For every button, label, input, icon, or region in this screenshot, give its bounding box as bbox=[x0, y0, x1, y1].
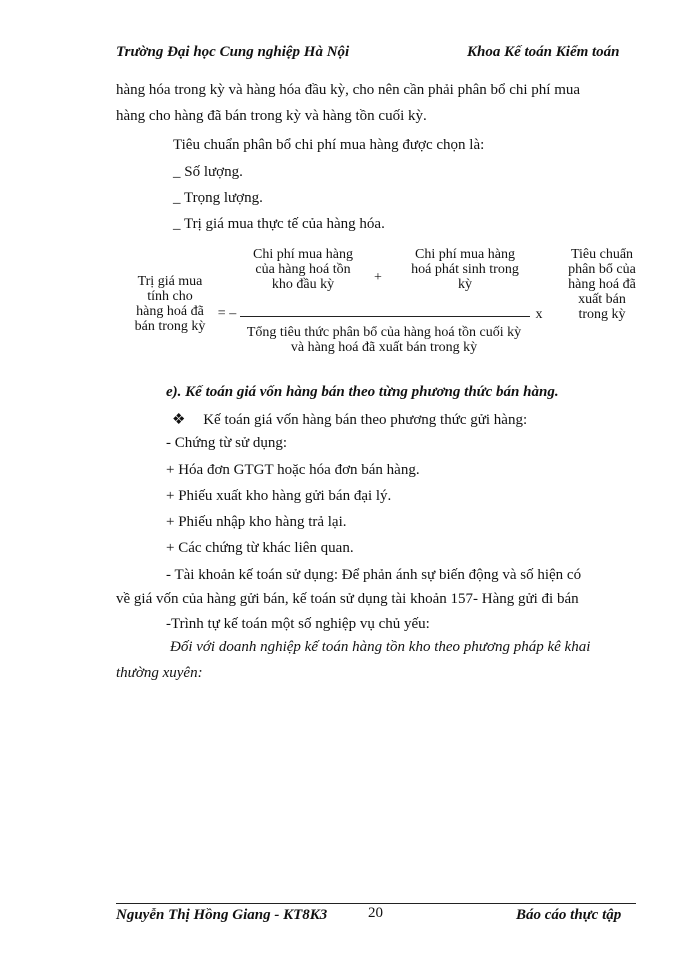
criteria-intro: Tiêu chuẩn phân bổ chi phí mua hàng được chọn là: bbox=[173, 137, 485, 153]
criteria-dash: _ bbox=[173, 190, 181, 206]
account-line-1: - Tài khoản kế toán sử dụng: Để phản ánh sự biến động và số hiện có bbox=[166, 567, 582, 583]
paragraph-line-1: hàng hóa trong kỳ và hàng hóa đầu kỳ, cho nên cần phải phân bổ chi phí mua bbox=[116, 82, 581, 98]
formula-equals: = – bbox=[217, 306, 237, 321]
criteria-dash: _ bbox=[173, 164, 181, 180]
criteria-item-2 bbox=[173, 190, 263, 207]
doc-item-1: + Hóa đơn GTGT hoặc hóa đơn bán hàng. bbox=[166, 462, 420, 478]
formula-plus: + bbox=[374, 270, 382, 285]
criteria-text: Trị giá mua thực tế của hàng hóa. bbox=[183, 216, 385, 232]
bullet-text: Kế toán giá vốn hàng bán theo phương thức gửi hàng: bbox=[203, 412, 528, 428]
bullet-item bbox=[172, 410, 527, 429]
sequence-line: -Trình tự kế toán một số nghiệp vụ chủ yếu: bbox=[166, 616, 430, 632]
footer-divider bbox=[116, 903, 636, 904]
italic-line-2: thường xuyên: bbox=[116, 665, 203, 681]
doc-item-2: + Phiếu xuất kho hàng gửi bán đại lý. bbox=[166, 488, 392, 504]
diamond-bullet-icon: ❖ bbox=[172, 412, 186, 428]
formula-numerator-a: Chi phí mua hàng của hàng hoá tồn kho đầu kỳ bbox=[253, 247, 353, 292]
italic-line-1: Đối với doanh nghiệp kế toán hàng tồn kho theo phương pháp kê khai bbox=[170, 639, 591, 655]
footer-report: Báo cáo thực tập bbox=[516, 907, 622, 923]
fraction-bar bbox=[240, 316, 530, 317]
page-number: 20 bbox=[368, 905, 383, 921]
account-line-2: về giá vốn của hàng gửi bán, kế toán sử dụng tài khoản 157- Hàng gửi đi bán bbox=[116, 591, 579, 607]
criteria-text: Số lượng. bbox=[184, 164, 243, 180]
criteria-item-3 bbox=[173, 216, 385, 233]
footer-author: Nguyễn Thị Hồng Giang - KT8K3 bbox=[116, 907, 328, 923]
criteria-item-1 bbox=[173, 164, 243, 181]
criteria-dash: _ bbox=[173, 216, 181, 232]
formula-times: x bbox=[535, 307, 543, 322]
section-heading: e). Kế toán giá vốn hàng bán theo từng phương thức bán hàng. bbox=[166, 384, 559, 400]
header-department: Khoa Kế toán Kiểm toán bbox=[467, 44, 620, 60]
doc-item-4: + Các chứng từ khác liên quan. bbox=[166, 540, 354, 556]
header-school: Trường Đại học Cung nghiệp Hà Nội bbox=[116, 44, 350, 60]
doc-item-3: + Phiếu nhập kho hàng trả lại. bbox=[166, 514, 347, 530]
formula-numerator-b: Chi phí mua hàng hoá phát sinh trong kỳ bbox=[411, 247, 519, 292]
formula-lhs: Trị giá mua tính cho hàng hoá đã bán trong kỳ bbox=[134, 274, 206, 334]
formula-denominator: Tổng tiêu thức phân bổ của hàng hoá tồn cuối kỳ và hàng hoá đã xuất bán trong kỳ bbox=[246, 325, 522, 355]
docs-title: - Chứng từ sử dụng: bbox=[166, 435, 288, 451]
paragraph-line-2: hàng cho hàng đã bán trong kỳ và hàng tồn cuối kỳ. bbox=[116, 108, 427, 124]
criteria-text: Trọng lượng. bbox=[183, 190, 263, 206]
formula-rhs: Tiêu chuẩn phân bổ của hàng hoá đã xuất bán trong kỳ bbox=[568, 247, 636, 322]
